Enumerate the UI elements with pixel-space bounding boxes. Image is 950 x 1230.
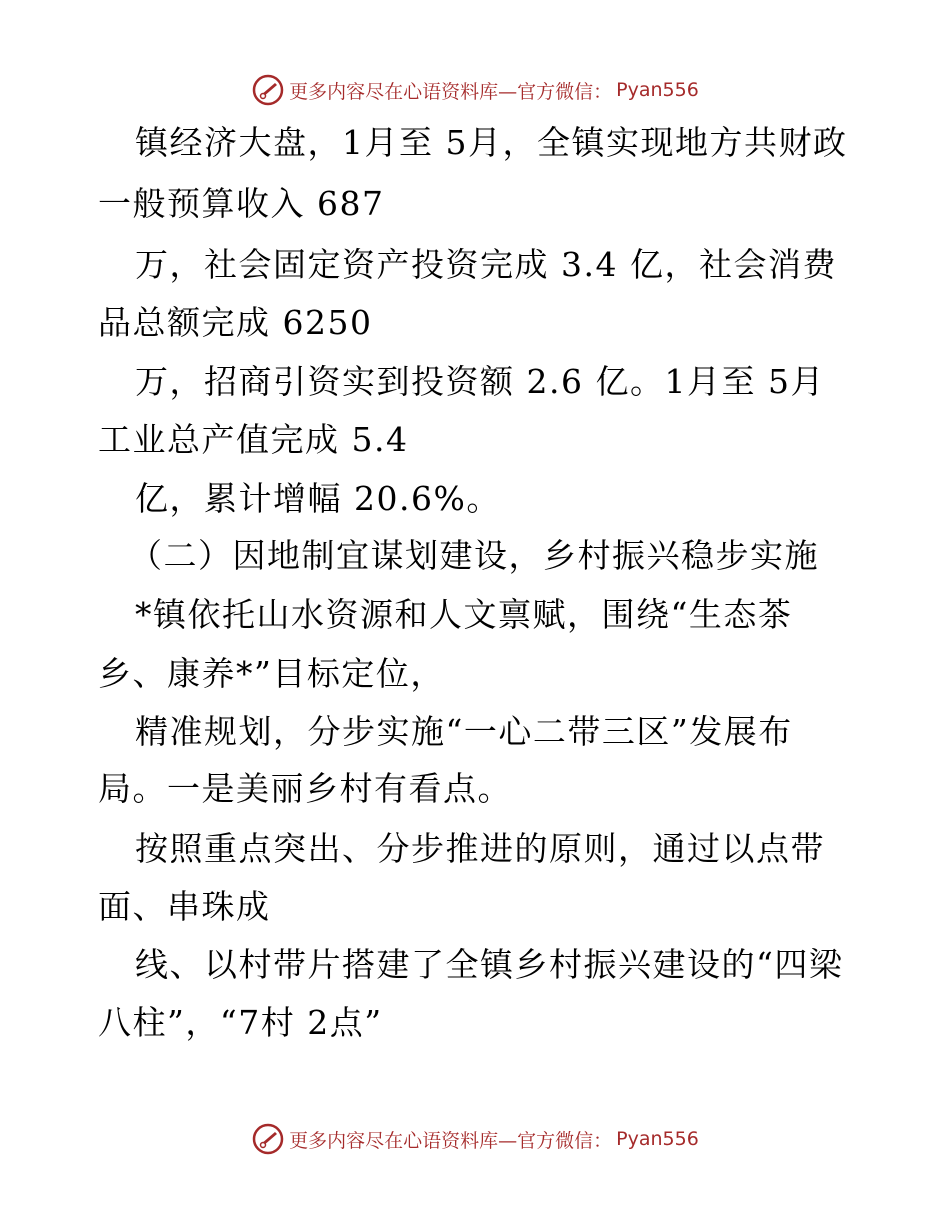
paragraph-line: 一般预算收入 687 (98, 184, 385, 223)
paragraph-line: 品总额完成 6250 (98, 303, 373, 342)
paragraph-line: 按照重点突出、分步推进的原则，通过以点带 (135, 829, 825, 868)
paragraph-line: *镇依托山水资源和人文禀赋，围绕“生态茶 (135, 595, 793, 634)
paragraph-line: 局。一是美丽乡村有看点。 (98, 769, 512, 808)
paragraph-line: 万，社会固定资产投资完成 3.4 亿，社会消费 (135, 245, 837, 284)
brand-logo-icon (251, 1122, 285, 1156)
wechat-id: Pyan556 (616, 79, 699, 101)
paragraph-line: 八柱”，“7村 2点” (98, 1003, 383, 1042)
paragraph-line: 镇经济大盘，1月至 5月，全镇实现地方共财政 (135, 123, 848, 162)
banner-text: 更多内容尽在心语资料库—官方微信： (289, 80, 613, 103)
brand-logo-icon (251, 73, 285, 107)
paragraph-line: 线、以村带片搭建了全镇乡村振兴建设的“四梁 (135, 945, 844, 984)
paragraph-line: 亿，累计增幅 20.6%。 (135, 479, 501, 518)
banner-text: 更多内容尽在心语资料库—官方微信： (289, 1129, 613, 1152)
paragraph-line: 精准规划，分步实施“一心二带三区”发展布 (135, 712, 793, 751)
paragraph-line: 乡、康养*”目标定位， (98, 654, 445, 693)
wechat-id: Pyan556 (616, 1128, 699, 1150)
paragraph-line: 面、串珠成 (98, 887, 271, 926)
paragraph-line: 万，招商引资实到投资额 2.6 亿。1月至 5月 (135, 362, 825, 401)
header-watermark (0, 70, 950, 110)
section-heading: （二）因地制宜谋划建设，乡村振兴稳步实施 (129, 536, 819, 575)
paragraph-line: 工业总产值完成 5.4 (98, 420, 409, 459)
footer-watermark (0, 1119, 950, 1159)
